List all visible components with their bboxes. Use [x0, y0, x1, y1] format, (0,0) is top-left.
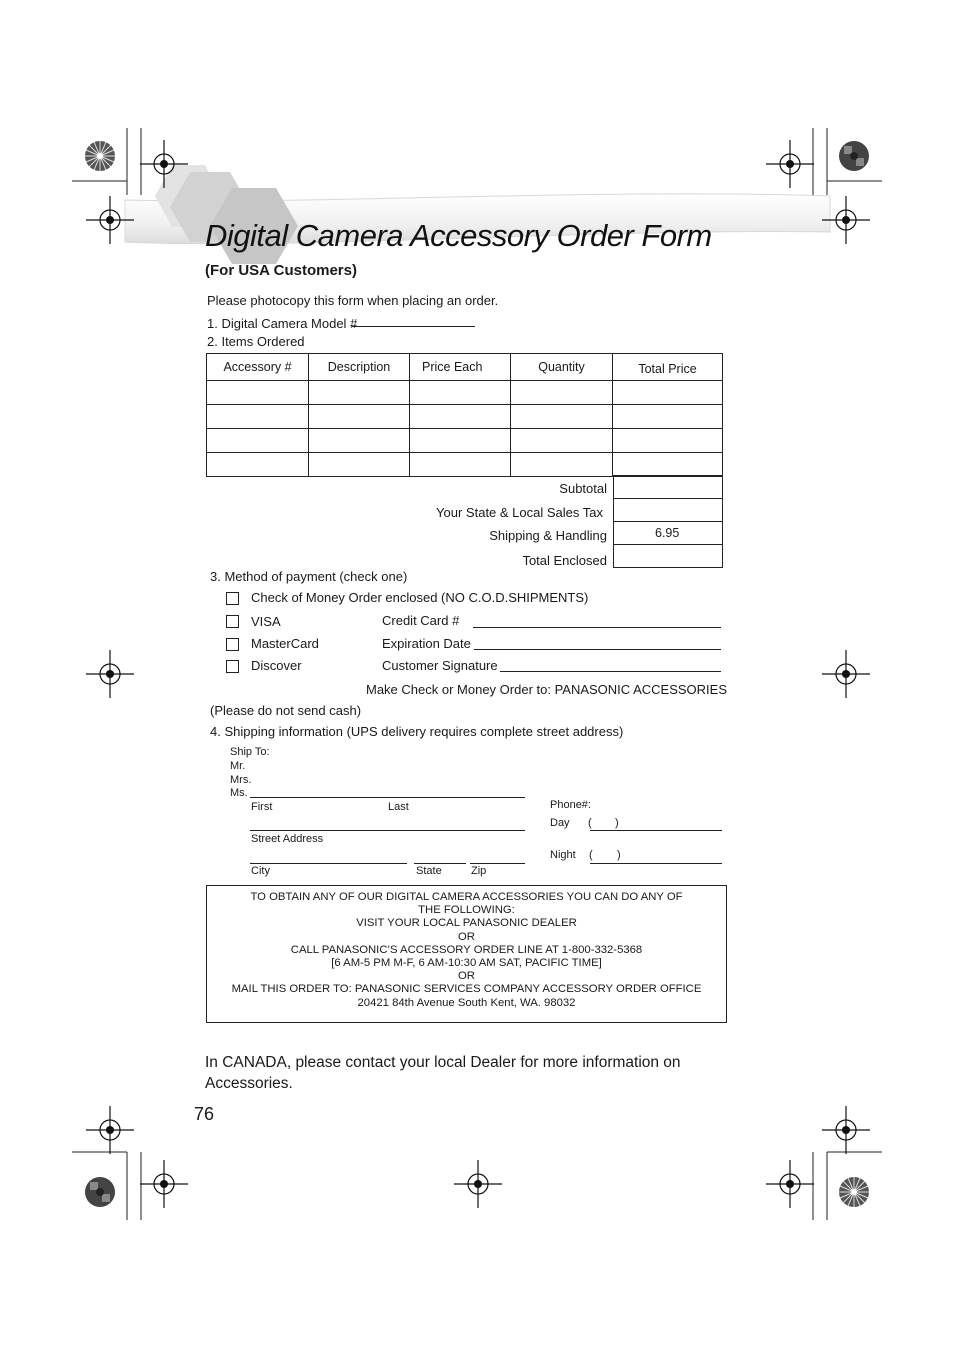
shipping-value: 6.95	[614, 522, 723, 545]
table-cell[interactable]	[511, 381, 613, 405]
shipping-label: Shipping & Handling	[489, 528, 607, 543]
discover-checkbox[interactable]	[226, 660, 239, 673]
day-phone-field[interactable]	[590, 830, 722, 831]
visa-checkbox[interactable]	[226, 615, 239, 628]
info-line: THE FOLLOWING:	[418, 904, 515, 917]
table-cell[interactable]	[207, 429, 309, 453]
registration-mark-icon	[766, 140, 814, 188]
title-mr: Mr.	[230, 760, 246, 772]
section2-label: 2. Items Ordered	[207, 334, 305, 349]
expiration-date-label: Expiration Date	[382, 636, 471, 651]
table-cell[interactable]	[511, 453, 613, 477]
registration-mark-icon	[822, 196, 870, 244]
section1-label: 1. Digital Camera Model #	[207, 316, 358, 331]
phone-label: Phone#:	[550, 799, 591, 811]
info-line: CALL PANASONIC’S ACCESSORY ORDER LINE AT 1-800-332-5368	[290, 943, 643, 956]
table-cell[interactable]	[207, 405, 309, 429]
check-money-order-checkbox[interactable]	[226, 592, 239, 605]
name-field[interactable]	[250, 797, 525, 798]
table-cell[interactable]	[410, 429, 511, 453]
canada-note-line2: Accessories.	[205, 1075, 293, 1092]
state-field[interactable]	[414, 863, 466, 864]
color-wheel-icon	[838, 140, 870, 172]
street-address-label: Street Address	[251, 833, 324, 845]
day-paren-open: (	[588, 817, 592, 829]
mastercard-checkbox[interactable]	[226, 638, 239, 651]
registration-mark-icon	[86, 196, 134, 244]
info-line: MAIL THIS ORDER TO: PANASONIC SERVICES COMPANY ACCESSORY ORDER OFFICE	[231, 983, 702, 996]
page-number: 76	[194, 1104, 215, 1124]
registration-mark-icon	[86, 650, 134, 698]
total-enclosed-field[interactable]	[614, 545, 723, 568]
table-cell[interactable]	[511, 429, 613, 453]
color-wheel-icon	[84, 140, 116, 172]
table-cell[interactable]	[410, 381, 511, 405]
customer-signature-label: Customer Signature	[382, 658, 498, 673]
table-header-row	[207, 354, 723, 381]
no-cash-note: (Please do not send cash)	[210, 703, 362, 718]
registration-mark-icon	[140, 1160, 188, 1208]
night-phone-field[interactable]	[590, 863, 722, 864]
table-row	[207, 405, 723, 429]
table-cell[interactable]	[207, 453, 309, 477]
info-line: VISIT YOUR LOCAL PANASONIC DEALER	[356, 917, 577, 930]
expiration-date-field[interactable]	[474, 649, 721, 650]
table-cell[interactable]	[613, 405, 723, 429]
info-line: OR	[458, 970, 475, 983]
payable-to-text: Make Check or Money Order to: PANASONIC ACCESSORIES	[366, 682, 727, 697]
totals-table	[613, 475, 723, 568]
canada-note-line1: In CANADA, please contact your local Dealer for more information on	[205, 1054, 681, 1071]
registration-mark-icon	[766, 1160, 814, 1208]
discover-label: Discover	[251, 658, 302, 673]
check-money-order-label: Check of Money Order enclosed (NO C.O.D.SHIPMENTS)	[251, 590, 589, 605]
registration-mark-icon	[454, 1160, 502, 1208]
column-header: Description	[309, 354, 410, 381]
table-cell[interactable]	[410, 453, 511, 477]
registration-mark-icon	[822, 650, 870, 698]
state-label: State	[416, 865, 442, 877]
visa-label: VISA	[251, 614, 281, 629]
registration-mark-icon	[86, 1106, 134, 1154]
items-table	[206, 353, 723, 477]
ordering-info-box	[206, 885, 727, 1023]
city-label: City	[251, 865, 270, 877]
total-enclosed-label: Total Enclosed	[522, 553, 607, 568]
day-label: Day	[550, 817, 570, 829]
credit-card-label: Credit Card #	[382, 613, 460, 628]
section4-label: 4. Shipping information (UPS delivery requires complete street address)	[210, 724, 624, 739]
table-cell[interactable]	[613, 429, 723, 453]
column-header: Price Each	[410, 354, 511, 381]
column-header: Total Price	[613, 354, 723, 381]
night-label: Night	[550, 849, 576, 861]
table-cell[interactable]	[309, 429, 410, 453]
page-title: Digital Camera Accessory Order Form	[205, 218, 712, 253]
color-wheel-icon	[84, 1176, 116, 1208]
last-name-label: Last	[388, 801, 409, 813]
table-cell[interactable]	[309, 405, 410, 429]
day-paren-close: )	[615, 817, 619, 829]
ship-to-label: Ship To:	[230, 746, 270, 758]
registration-mark-icon	[140, 140, 188, 188]
credit-card-field[interactable]	[473, 627, 721, 628]
info-line: 20421 84th Avenue South Kent, WA. 98032	[357, 996, 576, 1009]
zip-label: Zip	[471, 865, 487, 877]
table-cell[interactable]	[410, 405, 511, 429]
street-address-field[interactable]	[250, 830, 525, 831]
camera-model-field[interactable]	[352, 326, 475, 327]
table-row	[207, 453, 723, 477]
section3-label: 3. Method of payment (check one)	[210, 569, 408, 584]
sales-tax-label: Your State & Local Sales Tax	[436, 505, 603, 520]
night-paren-close: )	[617, 849, 621, 861]
city-field[interactable]	[250, 863, 407, 864]
table-cell[interactable]	[309, 453, 410, 477]
info-line: TO OBTAIN ANY OF OUR DIGITAL CAMERA ACCESSORIES YOU CAN DO ANY OF	[250, 891, 683, 903]
table-row	[207, 381, 723, 405]
title-ms: Ms.	[230, 787, 248, 799]
table-cell[interactable]	[613, 453, 723, 477]
table-row	[207, 429, 723, 453]
table-cell[interactable]	[613, 381, 723, 405]
info-line: [6 AM-5 PM M-F, 6 AM-10:30 AM SAT, PACIFIC TIME]	[331, 957, 602, 970]
registration-mark-icon	[822, 1106, 870, 1154]
mastercard-label: MasterCard	[251, 636, 319, 651]
page-subtitle: (For USA Customers)	[205, 262, 357, 279]
column-header: Quantity	[511, 354, 613, 381]
table-cell[interactable]	[511, 405, 613, 429]
intro-text: Please photocopy this form when placing an order.	[207, 293, 499, 308]
first-name-label: First	[251, 801, 273, 813]
title-mrs: Mrs.	[230, 774, 252, 786]
zip-field[interactable]	[470, 863, 525, 864]
color-wheel-icon	[838, 1176, 870, 1208]
night-paren-open: (	[589, 849, 593, 861]
table-cell[interactable]	[207, 381, 309, 405]
column-header: Accessory #	[207, 354, 309, 381]
subtotal-label: Subtotal	[559, 481, 607, 496]
table-cell[interactable]	[309, 381, 410, 405]
customer-signature-field[interactable]	[500, 671, 721, 672]
sales-tax-field[interactable]	[614, 499, 723, 522]
subtotal-field[interactable]	[614, 476, 723, 499]
info-line: OR	[458, 930, 475, 943]
